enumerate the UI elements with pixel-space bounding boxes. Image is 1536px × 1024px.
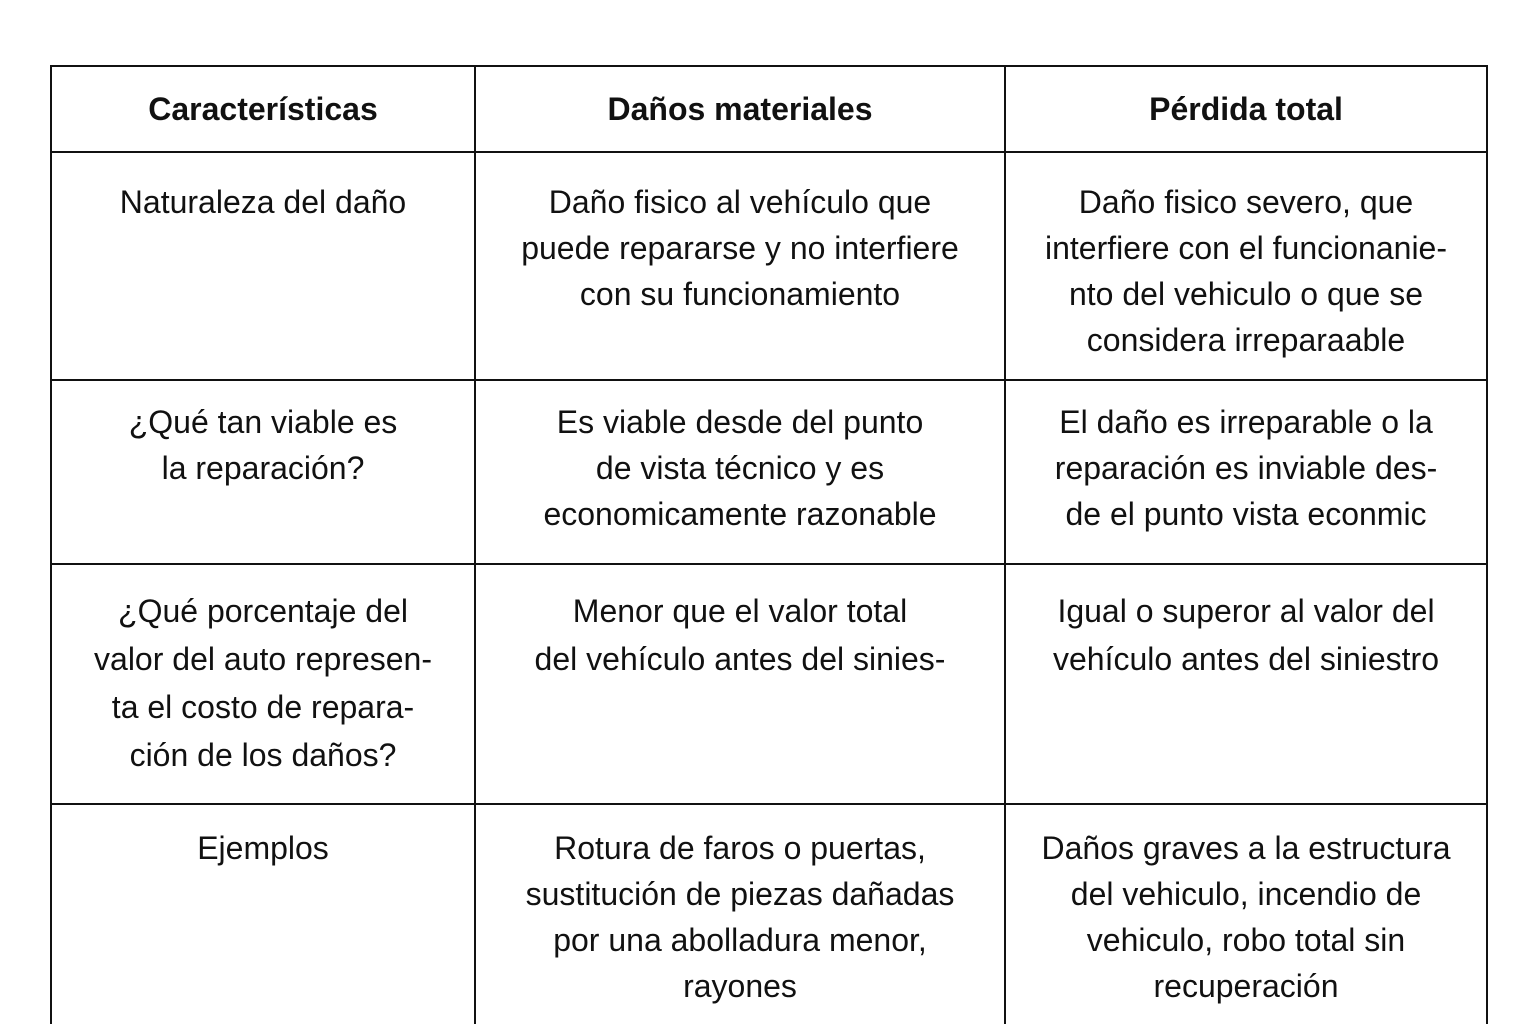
- comparison-table: [50, 65, 1488, 1024]
- cell-material: Rotura de faros o puertas, sustitución de piezas dañadas por una abolladura menor, rayones: [475, 804, 1005, 1024]
- cell-total: Daño fisico severo, que interfiere con el funcionanie- nto del vehiculo o que se considera irreparaable: [1005, 152, 1487, 380]
- cell-total: Daños graves a la estructura del vehiculo, incendio de vehiculo, robo total sin recuperación: [1005, 804, 1487, 1024]
- table-header-row: [51, 66, 1487, 152]
- table-row: [51, 564, 1487, 804]
- cell-total: El daño es irreparable o la reparación es inviable des- de el punto vista econmic: [1005, 380, 1487, 564]
- table-row: [51, 380, 1487, 564]
- cell-feature: ¿Qué tan viable es la reparación?: [51, 380, 475, 564]
- table-row: [51, 152, 1487, 380]
- header-perdida-total: Pérdida total: [1005, 66, 1487, 152]
- cell-feature: Ejemplos: [51, 804, 475, 1024]
- cell-material: Menor que el valor total del vehículo antes del sinies-: [475, 564, 1005, 804]
- header-danos-materiales: Daños materiales: [475, 66, 1005, 152]
- header-caracteristicas: Características: [51, 66, 475, 152]
- cell-material: Es viable desde del punto de vista técnico y es economicamente razonable: [475, 380, 1005, 564]
- cell-material: Daño fisico al vehículo que puede repararse y no interfiere con su funcionamiento: [475, 152, 1005, 380]
- cell-feature: ¿Qué porcentaje del valor del auto represen- ta el costo de repara- ción de los daños?: [51, 564, 475, 804]
- cell-total: Igual o superor al valor del vehículo antes del siniestro: [1005, 564, 1487, 804]
- table-row: [51, 804, 1487, 1024]
- cell-feature: Naturaleza del daño: [51, 152, 475, 380]
